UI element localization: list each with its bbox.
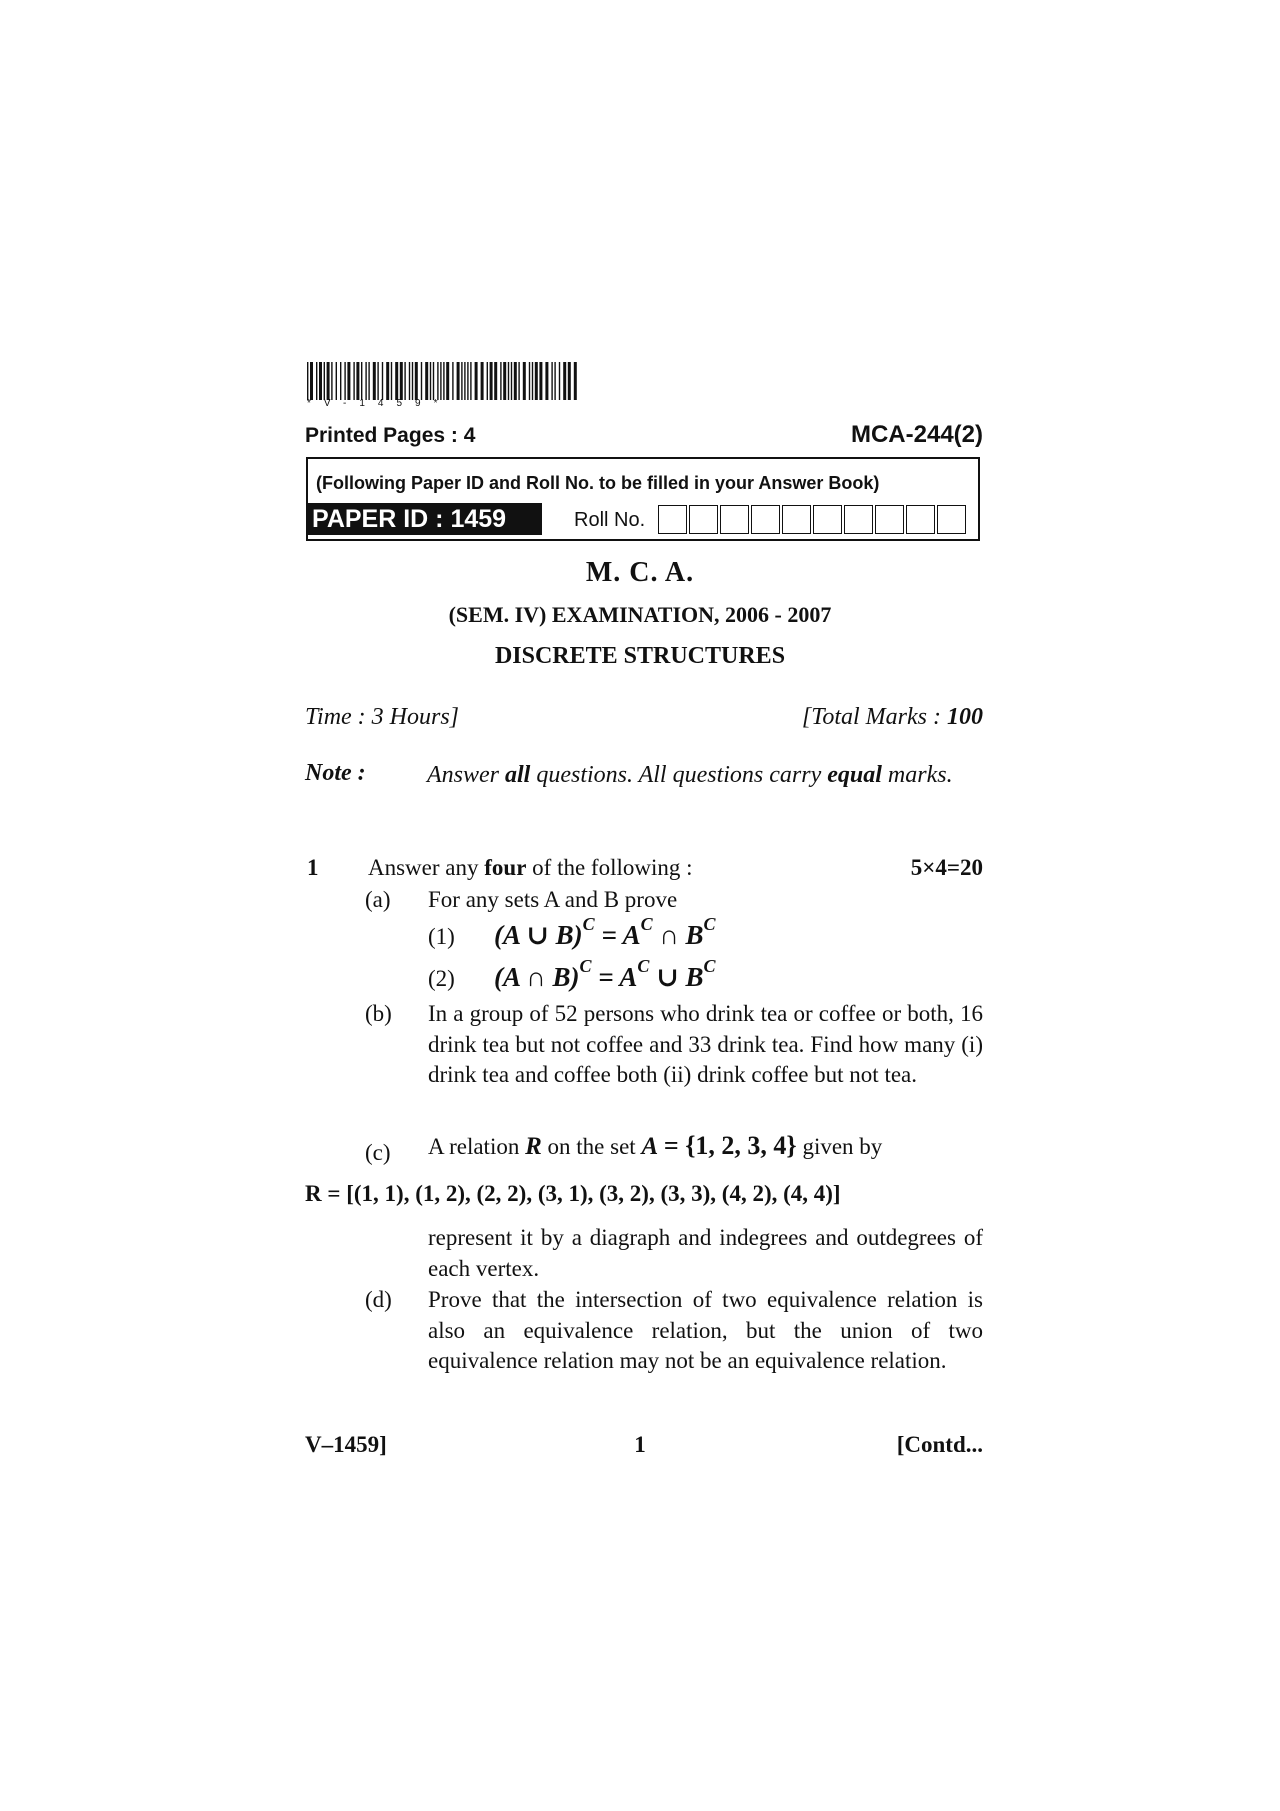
barcode-bar <box>481 362 484 400</box>
roll-number-cell <box>813 505 842 534</box>
barcode-bar <box>514 362 517 400</box>
barcode <box>307 362 577 400</box>
paper-id-box <box>306 457 980 541</box>
barcode-bar <box>391 362 392 400</box>
barcode-bar <box>443 362 444 400</box>
barcode-bar <box>539 362 542 400</box>
barcode-bar <box>440 362 441 400</box>
barcode-bar <box>340 362 341 400</box>
barcode-bar <box>490 362 493 400</box>
barcode-bar <box>487 362 488 400</box>
total-marks <box>802 704 983 731</box>
continued-label: [Contd... <box>896 1432 983 1457</box>
barcode-bar <box>344 362 345 400</box>
barcode-bar <box>433 362 434 400</box>
barcode-bar <box>464 362 465 400</box>
roll-number-cell <box>937 505 966 534</box>
barcode-bar <box>356 362 359 400</box>
barcode-bar <box>373 362 376 400</box>
roll-number-cell <box>720 505 749 534</box>
barcode-bar <box>559 362 560 400</box>
roll-number-cell <box>875 505 904 534</box>
barcode-bar <box>361 362 362 400</box>
barcode-bar <box>568 362 571 400</box>
barcode-bar <box>475 362 478 400</box>
course-code: MCA-244(2) <box>850 421 983 448</box>
part-d-label: (d) <box>365 1287 392 1312</box>
barcode-bar <box>353 362 354 400</box>
question-number: 1 <box>307 855 319 880</box>
equation-1-number: (1) <box>428 924 455 949</box>
barcode-bar <box>377 362 378 400</box>
equation-1: (A ∪ $B)^C = A^C$ ∩ $B^C$ <box>494 914 716 950</box>
barcode-bar <box>535 362 538 400</box>
printed-pages: Printed Pages : 4 <box>305 424 476 447</box>
time-allowed: Time : 3 Hours] <box>305 704 460 730</box>
barcode-bar <box>319 362 322 400</box>
roll-number-cell <box>751 505 780 534</box>
part-c-text: A relation R on the set A = {1, 2, 3, 4} given by <box>428 1131 883 1160</box>
barcode-text: *V-1459* <box>307 398 451 409</box>
barcode-bar <box>404 362 405 400</box>
barcode-bar <box>415 362 418 400</box>
equation-2: (A ∩ $B)^C = A^C$ ∪ $B^C$ <box>494 956 716 992</box>
barcode-bar <box>331 362 332 400</box>
part-a-text: For any sets A and B prove <box>428 887 678 912</box>
barcode-bar <box>437 362 438 400</box>
part-c-label: (c) <box>365 1140 391 1165</box>
part-a-label: (a) <box>365 887 391 912</box>
barcode-bar <box>368 362 369 400</box>
barcode-bar <box>425 362 428 400</box>
barcode-bar <box>336 362 337 400</box>
part-c-followup: represent it by a diagraph and indegrees and outdegrees of each vertex. <box>428 1225 983 1281</box>
barcode-bar <box>412 362 413 400</box>
paper-id-label: PAPER ID : 1459 <box>308 503 542 535</box>
barcode-bar <box>511 362 512 400</box>
roll-number-cell <box>906 505 935 534</box>
barcode-bar <box>400 362 403 400</box>
barcode-bar <box>461 362 462 400</box>
barcode-bar <box>421 362 422 400</box>
subject-title: DISCRETE STRUCTURES <box>494 643 786 669</box>
barcode-bar <box>470 362 471 400</box>
program-title: M. C. A. <box>585 557 695 588</box>
roll-number-cell <box>689 505 718 534</box>
note-label: Note : <box>305 760 366 786</box>
exam-title: (SEM. IV) EXAMINATION, 2006 - 2007 <box>448 602 832 627</box>
total-marks-value: 100 <box>947 704 983 730</box>
barcode-bar <box>545 362 548 400</box>
barcode-bar <box>574 362 577 400</box>
barcode-bar <box>503 362 506 400</box>
barcode-bar <box>395 362 398 400</box>
roll-number-boxes <box>658 505 968 534</box>
page-number: 1 <box>634 1432 646 1457</box>
barcode-bar <box>430 362 431 400</box>
equation-2-number: (2) <box>428 966 455 991</box>
barcode-bar <box>446 362 449 400</box>
footer-code: V–1459] <box>305 1432 387 1457</box>
barcode-bar <box>316 362 317 400</box>
total-marks-label: [Total Marks : <box>801 704 947 730</box>
answer-book-note: (Following Paper ID and Roll No. to be filled in your Answer Book) <box>316 473 880 493</box>
question-marks: 5×4=20 <box>910 855 983 880</box>
barcode-bar <box>508 362 509 400</box>
barcode-bar <box>563 362 566 400</box>
barcode-bar <box>467 362 468 400</box>
roll-number-cell <box>844 505 873 534</box>
barcode-bar <box>494 362 497 400</box>
part-b-text: In a group of 52 persons who drink tea or coffee or both, 16 drink tea but not coffee and 33 drink tea. Find how many (i) drink tea and coffee both (ii) drink coffee but not tea. <box>428 1001 983 1087</box>
barcode-bar <box>554 362 555 400</box>
barcode-bar <box>347 362 350 400</box>
relation-definition: R = [(1, 1), (1, 2), (2, 2), (3, 1), (3, 2), (3, 3), (4, 2), (4, 4)] <box>305 1181 841 1206</box>
barcode-bar <box>382 362 383 400</box>
question-instruction: Answer any four of the following : <box>368 855 693 880</box>
barcode-bar <box>386 362 389 400</box>
barcode-bar <box>324 362 325 400</box>
barcode-bar <box>532 362 533 400</box>
barcode-bar <box>307 362 308 400</box>
barcode-bar <box>327 362 330 400</box>
barcode-bar <box>310 362 313 400</box>
barcode-bar <box>500 362 501 400</box>
barcode-bar <box>409 362 410 400</box>
barcode-bar <box>551 362 552 400</box>
barcode-bar <box>457 362 460 400</box>
roll-number-cell <box>782 505 811 534</box>
barcode-bar <box>523 362 526 400</box>
part-d-text: Prove that the intersection of two equivalence relation is also an equivalence relation, but the union of two equivalence relation may not be an equivalence relation. <box>428 1287 983 1373</box>
roll-number-label: Roll No. <box>574 509 646 531</box>
barcode-bar <box>529 362 530 400</box>
note-text: Answer all questions. All questions carry equal marks. <box>427 762 953 788</box>
barcode-bar <box>452 362 453 400</box>
barcode-bar <box>365 362 366 400</box>
part-b-label: (b) <box>365 1001 392 1026</box>
roll-number-cell <box>658 505 687 534</box>
barcode-bar <box>518 362 519 400</box>
